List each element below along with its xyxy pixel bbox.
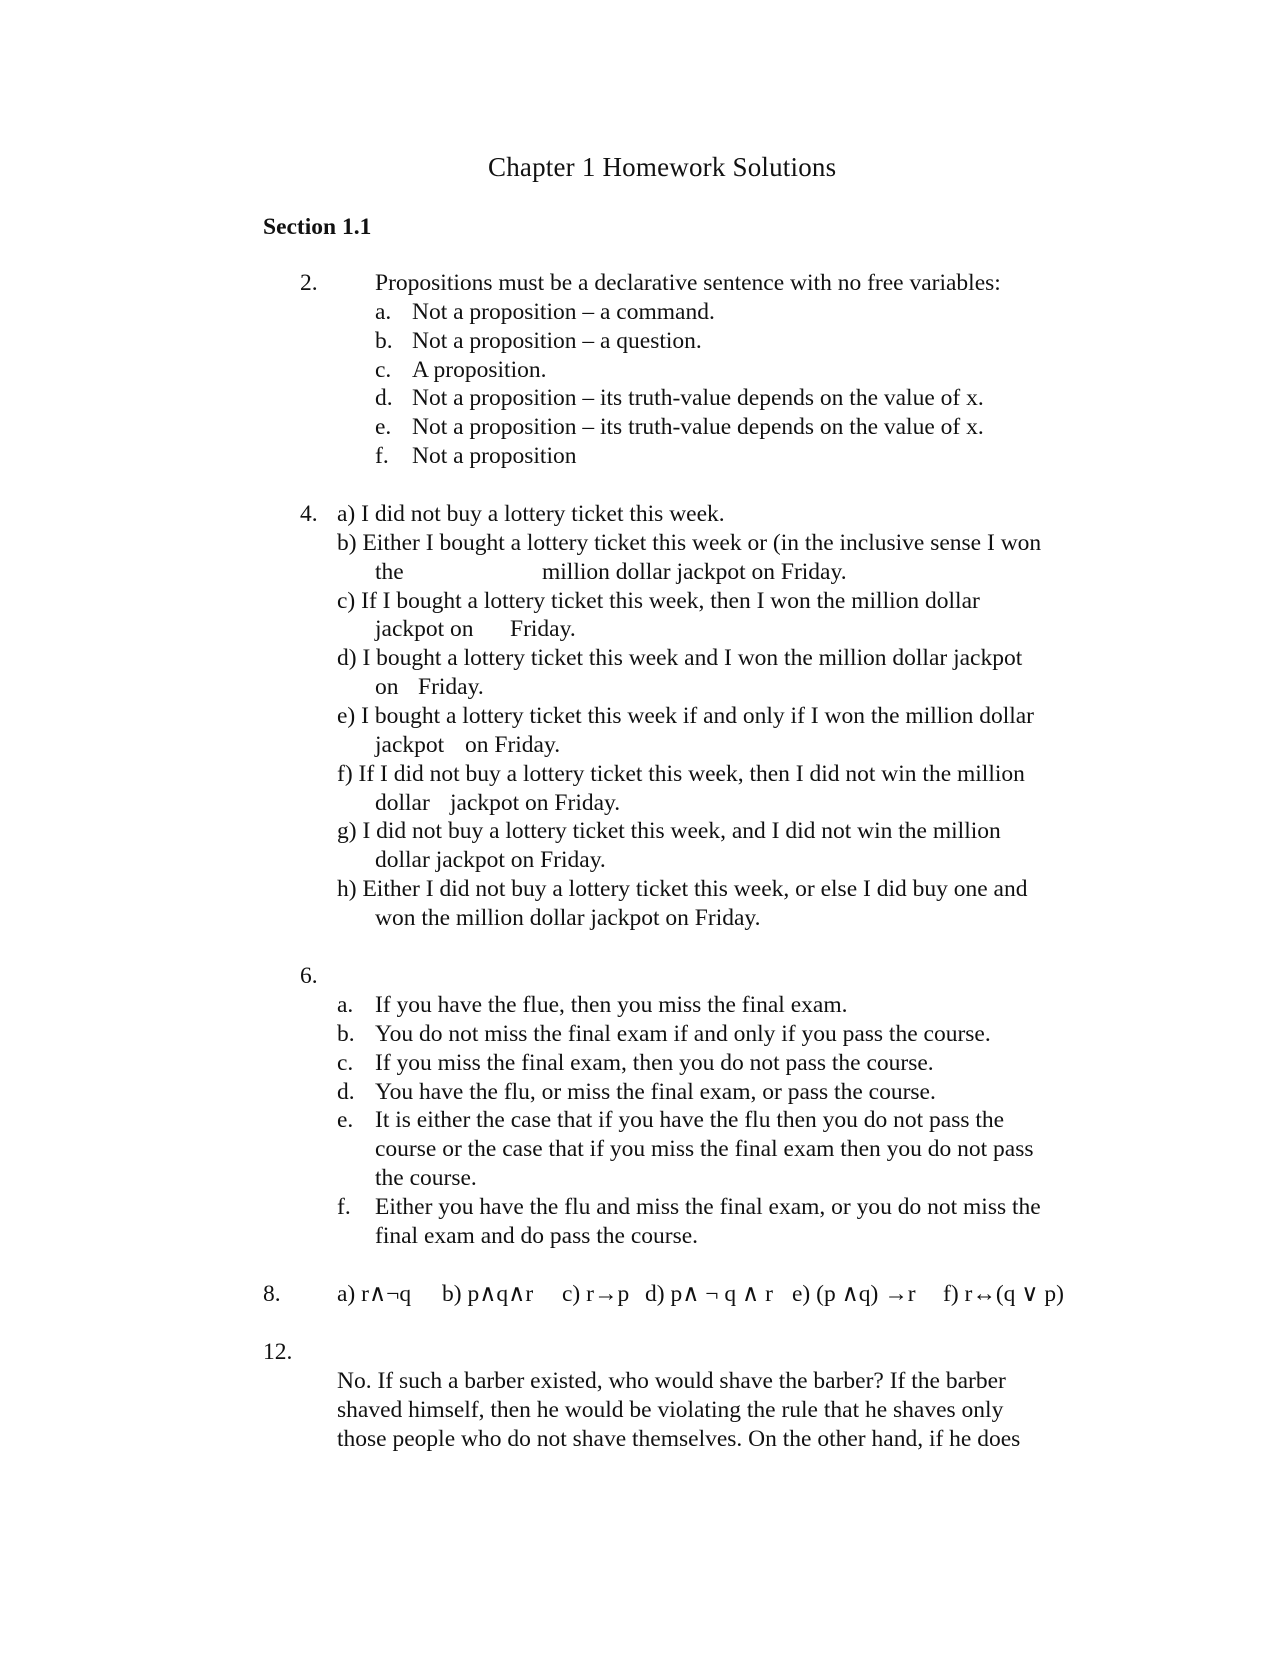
paragraph-line: No. If such a barber existed, who would shave the barber? If the barber	[337, 1368, 1006, 1394]
answer-line: jackpot on Friday.	[450, 790, 621, 816]
list-item: You do not miss the final exam if and only if you pass the course.	[375, 1021, 991, 1047]
answer-line: e) I bought a lottery ticket this week if and only if I won the million dollar	[337, 703, 1035, 729]
list-item-letter: f.	[375, 443, 389, 469]
list-item: Either you have the flu and miss the final exam, or you do not miss the	[375, 1194, 1041, 1220]
list-item: A proposition.	[412, 357, 547, 383]
formula: e) (p ∧q) →r	[792, 1281, 916, 1307]
answer-line: f) If I did not buy a lottery ticket this week, then I did not win the million	[337, 761, 1025, 787]
answer-line: won the million dollar jackpot on Friday.	[375, 905, 761, 931]
list-item-letter: f.	[337, 1194, 351, 1220]
list-item: Not a proposition	[412, 443, 577, 469]
formula: b) p∧q∧r	[442, 1281, 534, 1307]
list-item-letter: b.	[375, 328, 393, 354]
list-item-letter: d.	[337, 1079, 355, 1105]
answer-line: d) I bought a lottery ticket this week and I won the million dollar jackpot	[337, 645, 1023, 671]
list-item-letter: e.	[337, 1107, 354, 1133]
list-item-letter: e.	[375, 414, 392, 440]
answer-line: jackpot on	[375, 616, 474, 642]
answer-line: a) I did not buy a lottery ticket this week.	[337, 501, 725, 527]
list-item-letter: a.	[337, 992, 354, 1018]
answer-line: b) Either I bought a lottery ticket this week or (in the inclusive sense I won	[337, 530, 1042, 556]
list-item: Not a proposition – a command.	[412, 299, 715, 325]
list-item: You have the flu, or miss the final exam, or pass the course.	[375, 1079, 936, 1105]
answer-line: Friday.	[418, 674, 484, 700]
answer-line: dollar jackpot on Friday.	[375, 847, 606, 873]
formula: a) r∧¬q	[337, 1281, 412, 1307]
page-title: Chapter 1 Homework Solutions	[488, 152, 837, 182]
answer-line: on Friday.	[465, 732, 561, 758]
problem-number: 4.	[300, 501, 318, 527]
problem-intro: Propositions must be a declarative sentence with no free variables:	[375, 270, 1001, 296]
list-item-letter: b.	[337, 1021, 355, 1047]
formula: c) r→p	[562, 1281, 630, 1307]
answer-line: million dollar jackpot on Friday.	[542, 559, 847, 585]
paragraph-line: shaved himself, then he would be violating the rule that he shaves only	[337, 1397, 1004, 1423]
formula: f) r↔(q ∨ p)	[943, 1281, 1064, 1307]
answer-line: jackpot	[375, 732, 445, 758]
list-item: Not a proposition – its truth-value depends on the value of x.	[412, 385, 984, 411]
problem-number: 6.	[300, 963, 318, 989]
formula: d) p∧ ¬ q ∧ r	[645, 1281, 773, 1307]
answer-line: h) Either I did not buy a lottery ticket this week, or else I did buy one and	[337, 876, 1028, 902]
list-item: It is either the case that if you have the flu then you do not pass the	[375, 1107, 1005, 1133]
list-item: If you have the flue, then you miss the final exam.	[375, 992, 848, 1018]
answer-line: c) If I bought a lottery ticket this week, then I won the million dollar	[337, 588, 980, 614]
answer-line: on	[375, 674, 399, 700]
answer-line: g) I did not buy a lottery ticket this week, and I did not win the million	[337, 818, 1001, 844]
list-item: the course.	[375, 1165, 477, 1191]
problem-number: 12.	[263, 1339, 293, 1365]
answer-line: Friday.	[510, 616, 576, 642]
list-item: Not a proposition – its truth-value depends on the value of x.	[412, 414, 984, 440]
list-item-letter: d.	[375, 385, 393, 411]
section-heading: Section 1.1	[263, 214, 372, 240]
answer-line: dollar	[375, 790, 430, 816]
list-item-letter: a.	[375, 299, 392, 325]
list-item: If you miss the final exam, then you do not pass the course.	[375, 1050, 934, 1076]
list-item-letter: c.	[337, 1050, 354, 1076]
list-item: final exam and do pass the course.	[375, 1223, 699, 1249]
list-item: course or the case that if you miss the final exam then you do not pass	[375, 1136, 1034, 1162]
answer-line: the	[375, 559, 404, 585]
list-item-letter: c.	[375, 357, 392, 383]
list-item: Not a proposition – a question.	[412, 328, 702, 354]
problem-number: 2.	[300, 270, 318, 296]
paragraph-line: those people who do not shave themselves. On the other hand, if he does	[337, 1426, 1021, 1452]
problem-number: 8.	[263, 1281, 281, 1307]
